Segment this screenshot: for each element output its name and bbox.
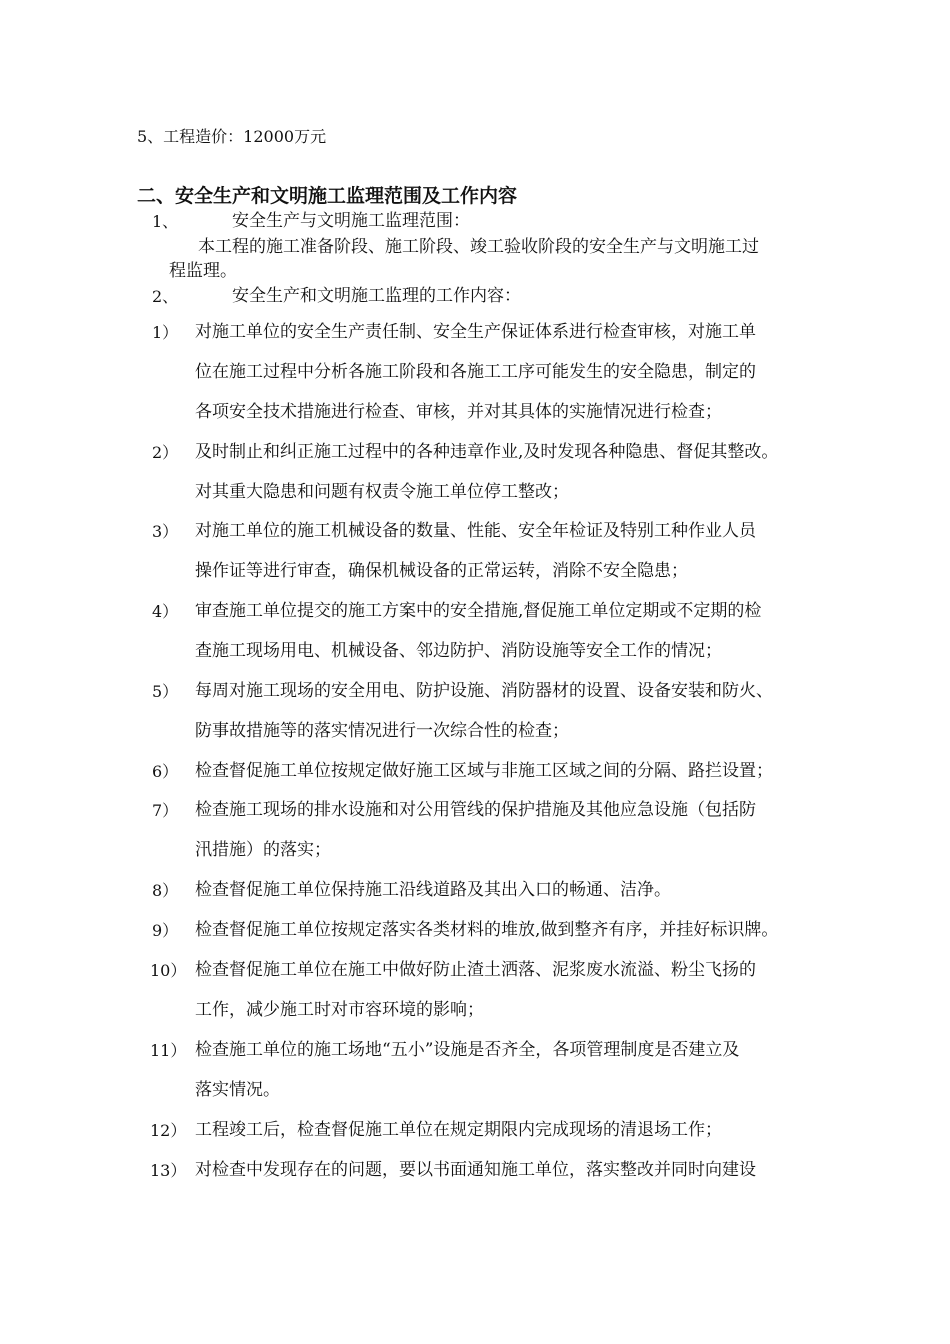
item-number: 9） <box>152 921 179 940</box>
item-text-line: 位在施工过程中分析各施工阶段和各施工工序可能发生的安全隐患，制定的 <box>195 362 756 382</box>
item-text-line: 各项安全技术措施进行检查、审核，并对其具体的实施情况进行检查； <box>195 402 722 422</box>
item-number: 1） <box>152 323 179 342</box>
item-text-line: 及时制止和纠正施工过程中的各种违章作业,及时发现各种隐患、督促其整改。 <box>195 442 779 462</box>
sub1-title: 安全生产与文明施工监理范围： <box>232 211 470 231</box>
item-text-line: 工程竣工后，检查督促施工单位在规定期限内完成现场的清退场工作； <box>195 1120 722 1140</box>
sub1-body-line1: 本工程的施工准备阶段、施工阶段、竣工验收阶段的安全生产与文明施工过 <box>198 237 759 257</box>
project-cost-line: 5、工程造价：12000万元 <box>137 127 327 146</box>
sub2-title: 安全生产和文明施工监理的工作内容： <box>232 286 521 306</box>
item-number: 8） <box>152 881 179 900</box>
item-number: 12） <box>150 1121 187 1140</box>
item-text-line: 操作证等进行审查，确保机械设备的正常运转，消除不安全隐患； <box>195 561 688 581</box>
item-text-line: 检查督促施工单位保持施工沿线道路及其出入口的畅通、洁净。 <box>195 880 671 900</box>
item-text-line: 检查督促施工单位按规定做好施工区域与非施工区域之间的分隔、路拦设置； <box>195 761 773 781</box>
item-number: 4） <box>152 602 179 621</box>
item-number: 6） <box>152 762 179 781</box>
item-number: 3） <box>152 522 179 541</box>
item-text-line: 检查督促施工单位在施工中做好防止渣土洒落、泥浆废水流溢、粉尘飞扬的 <box>195 960 756 980</box>
item-text-line: 对施工单位的安全生产责任制、安全生产保证体系进行检查审核，对施工单 <box>195 322 756 342</box>
item-text-line: 防事故措施等的落实情况进行一次综合性的检查； <box>195 721 569 741</box>
item-text-line: 每周对施工现场的安全用电、防护设施、消防器材的设置、设备安装和防火、 <box>195 681 773 701</box>
item-number: 13） <box>150 1161 187 1180</box>
item-text-line: 对其重大隐患和问题有权责令施工单位停工整改； <box>195 482 569 502</box>
item-text-line: 工作，减少施工时对市容环境的影响； <box>195 1000 484 1020</box>
item-text-line: 对检查中发现存在的问题，要以书面通知施工单位，落实整改并同时向建设 <box>195 1160 756 1180</box>
item-number: 5） <box>152 682 179 701</box>
item-text-line: 查施工现场用电、机械设备、邻边防护、消防设施等安全工作的情况； <box>195 641 722 661</box>
item-number: 7） <box>152 801 179 820</box>
item-text-line: 对施工单位的施工机械设备的数量、性能、安全年检证及特别工种作业人员 <box>195 521 756 541</box>
item-text-line: 检查施工单位的施工场地“五小”设施是否齐全，各项管理制度是否建立及 <box>195 1040 740 1060</box>
item-text-line: 检查督促施工单位按规定落实各类材料的堆放,做到整齐有序，并挂好标识牌。 <box>195 920 779 940</box>
item-text-line: 检查施工现场的排水设施和对公用管线的保护措施及其他应急设施（包括防 <box>195 800 756 820</box>
item-number: 2） <box>152 443 179 462</box>
sub1-body-line2: 程监理。 <box>169 261 237 281</box>
item-text-line: 审查施工单位提交的施工方案中的安全措施,督促施工单位定期或不定期的检 <box>195 601 762 621</box>
section-heading: 二、安全生产和文明施工监理范围及工作内容 <box>137 185 518 207</box>
sub1-number: 1、 <box>152 212 179 231</box>
item-text-line: 落实情况。 <box>195 1080 280 1100</box>
item-text-line: 汛措施）的落实； <box>195 840 331 860</box>
sub2-number: 2、 <box>152 287 179 306</box>
item-number: 10） <box>150 961 187 980</box>
item-number: 11） <box>150 1041 187 1060</box>
